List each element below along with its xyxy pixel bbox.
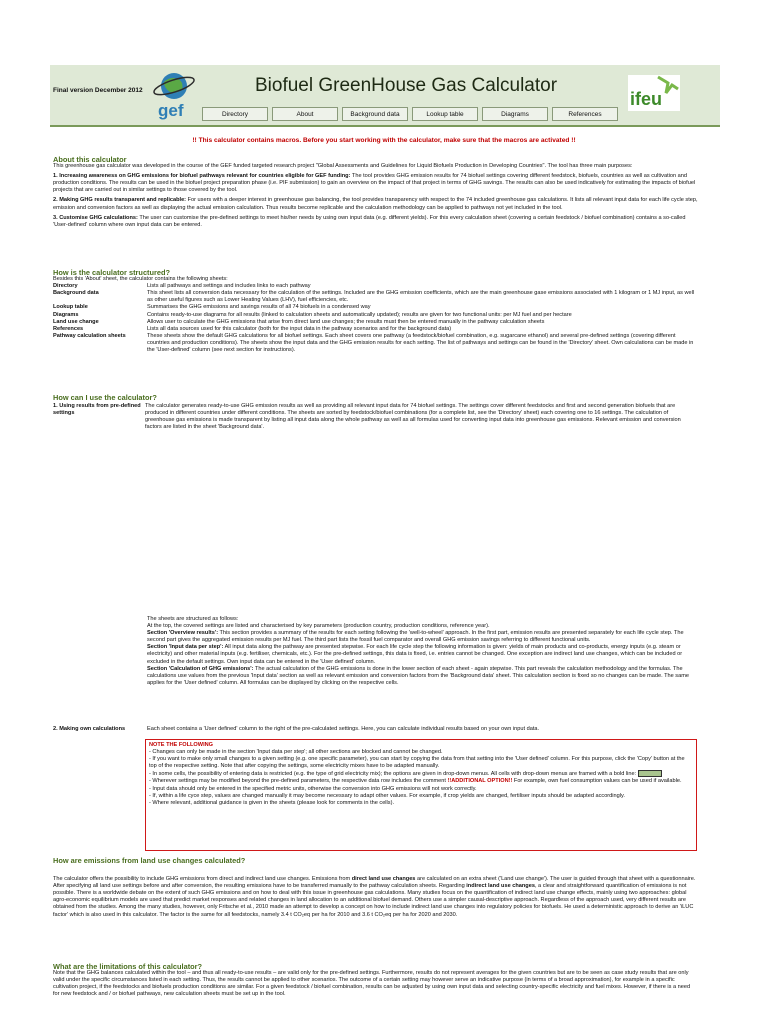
note-line: - Where relevant, additional guidance is given in the sheets (please look for comments in the cells).: [149, 799, 395, 806]
about-heading: About this calculator: [53, 155, 127, 164]
limits-heading: What are the limitations of this calculator?: [53, 962, 203, 971]
ifeu-logo-text: ifeu: [630, 89, 663, 109]
nav-references-button[interactable]: References: [552, 107, 618, 121]
structure-row: Pathway calculation sheets These sheets show the default GHG calculations for all biofuel settings. Each sheet covers one pathway (a feedstock/biofuel combination, e.g. sugarcane ethanol) and several pre-defined settings (covering different countries and production conditions). The sheets show the input data and the GHG emission results for each setting. The list of pathways and settings can be found in the 'Directory' sheet. Own calculations can be made in the 'User-defined' column (see next section for instructions).: [53, 332, 694, 354]
nav-directory-button[interactable]: Directory: [202, 107, 268, 121]
luc-section: [53, 857, 698, 919]
nav-background-data-button[interactable]: Background data: [342, 107, 408, 121]
about-purpose-2: 2. Making GHG results transparent and replicable: For users with a deeper interest in greenhouse gas balancing, the tool provides transparency with respect to the 74 included greenhouse gas calculations. It lists all relevant input data for each life cycle step, emission and conversion factors as well as displaying the actual emission calculation. Thus results become replicable and the calculation methodology can be applied to pathways not yet included in the tool.: [53, 197, 698, 211]
note-line: - If, within a life cyce step, values are changed manually it may become necessary to adapt other values. For example, if crop yields are changed, fertiliser inputs should be adapted accordingly.: [149, 792, 625, 799]
note-line: - If you want to make only small changes to a given setting (e.g. one specific parameter), you can start by copying the data from that setting into the 'User defined' column. For this purpose, click the 'Copy' button at the top of the respective setting. Note that after copying the settings, some electricity mixes have to be adapted manually.: [149, 756, 685, 770]
about-intro: This greenhouse gas calculator was developed in the course of the GEF funded targeted research project "Global Assessments and Guidelines for Liquid Biofuels Production in Developing Countries". The tool has three main purposes:: [53, 163, 633, 170]
limits-text: Note that the GHG balances calculated within the tool – and thus all ready-to-use results – are valid only for the pre-defined settings. Furthermore, results do not represent averages for the given countries but are to be seen as case study results that are only valid under the specific circumstances listed in each setting. Thus, the results cannot be applied to other scenarios. The outcome of a certain setting may however serve an indicative purpose (in terms of a broad approximation), for example in a specific cultivation project, if the feedstocks and biofuels production conditions are similar. For a given feedstock / biofuel combination, results can be adjusted by using own input data and selecting country-specific electricity and fuel mixes. However, if there is a need for new feedstock and / or biofuel pathways, new calculation sheets must be set up in the tool.: [53, 970, 691, 998]
structure-row: Background data This sheet lists all conversion data necessary for the calculation of the settings. Included are the GHG emission coefficients, which are the main greenhouse gase emissions associated with 1 kilogram or 1 MJ input, as well as other useful figures such as Lower Heating Values (LHV), fuel efficiencies, etc.: [53, 290, 695, 304]
note-line: - Wherever settings may be modified beyond the pre-defined parameters, the respective data row includes the comment !!ADDITIONAL OPTION!! For example, own fuel consumption values can be used if available.: [149, 778, 682, 785]
about-purpose-1: 1. Increasing awareness on GHG emissions for biofuel pathways relevant for countries eligible for GEF funding: The tool provides GHG emission results for 74 biofuel settings covering different feedstock, biofuels, countries as well as cultivation and production conditions. The results can be used in the biofuel project preparation phase (i.e. PIF submission) to gain an overview on the impact of that project in terms of GHG savings. The results can also be used indicatively for estimating the impacts of biofuel projects that are carried out in similar settings to those covered by the tool.: [53, 173, 696, 194]
macro-warning: !! This calculator contains macros. Before you start working with the calculator, make sure that the macros are activated !!: [192, 137, 576, 144]
sheet-structure-text: The sheets are structured as follows: At the top, the covered settings are listed and characterised by key parameters (production country, production conditions, reference year). Section 'Overview results': This section provides a summary of the results for each setting following the 'well-to-wheel' approach. In the first part, emission results are presented separately for each life cycle step. The second part gives the aggregated emission results per MJ fuel. The third part lists the fossil fuel comparator and overall GHG emission savings referring to different functional units. Section 'Input data per step': All input data along the pathway are presented stepwise. For each life cycle step the following information is given: yields of main products and co-products, energy inputs (e.g. steam or electricity) and other material inputs (e.g. fertiliser, chemicals, etc.). For the pre-defined settings, this data is fixed, i.e. entries cannot be changed. One exception are indirect land use changes, which can be included or excluded in the default settings. Own input data can be entered in the 'User defined' column. Section 'Calculation of GHG emissions': The actual calculation of the GHG emissions is done in the lower section of each sheet - again stepwise. This part reveals the calculation methodology and the formulas. The calculations use values from the previous 'Input data' section as well as relevant emission and conversion factors from the 'Background data' sheet. This calculation section is fixed so no changes can be made. The same applies for the 'User defined' column. All formulas can be displayed by clicking on the respective cells.: [147, 616, 689, 686]
nav-about-button[interactable]: About: [272, 107, 338, 121]
nav-diagrams-button[interactable]: Diagrams: [482, 107, 548, 121]
nav-lookup-table-button[interactable]: Lookup table: [412, 107, 478, 121]
note-box: [145, 739, 697, 851]
final-version-label: Final version December 2012: [53, 87, 143, 94]
structure-row: Lookup table Summarises the GHG emissions and savings results of all 74 biofuels in a condensed way: [53, 304, 371, 311]
use-text-1: The calculator generates ready-to-use GHG emission results as well as providing all relevant input data for 74 biofuel settings. The settings cover different feedstocks and first and second generation biofuels that are produced in different countries under different conditions. The sheets are sorted by feedstock/biofuel combinations (for a complete list, see the 'Directory' sheet) each covering one to 16 settings. The calculation of greenhouse gas emissions is made transparent by listing all input data along the whole pathway as well as all formulas used for converting input data into greenhouse gas emissions. Relevant emission and conversion factors are listed in the sheet 'Background data'.: [145, 403, 681, 431]
gef-logo: [150, 70, 196, 120]
header-banner: [50, 65, 720, 127]
luc-heading: How are emissions from land use changes calculated?: [53, 856, 246, 865]
gef-logo-text: gef: [158, 101, 184, 120]
use-section: [53, 394, 698, 431]
structure-row: Land use change Allows user to calculate the GHG emissions that arise from direct land use changes; the results must then be entered manually in the pathway calculation sheets: [53, 318, 545, 325]
use-label-1: 1. Using results from pre-defined settings: [53, 403, 141, 417]
ifeu-logo: [628, 75, 680, 111]
about-section: [53, 156, 698, 229]
structure-section: [53, 269, 698, 354]
dropdown-frame-sample: [638, 770, 662, 777]
page-title: Biofuel GreenHouse Gas Calculator: [255, 75, 558, 96]
about-purpose-3: 3. Customise GHG calculations: The user can customise the pre-defined settings to meet his/her needs by using own input data (e.g. different yields). For this every calculation sheet (covering a certain feedstock / biofuel combination) contains a so-called 'User-defined' column where own input data can be entered.: [53, 214, 686, 228]
use-heading: How can I use the calculator?: [53, 393, 157, 402]
use-text-2: Each sheet contains a 'User defined' column to the right of the pre-calculated settings. Here, you can calculate individual results based on your own input data.: [147, 726, 540, 732]
luc-text: The calculator offers the possibility to include GHG emissions from direct and indirect land use changes. Emissions from direct land use changes are calculated on an extra sheet ('Land use change'). The user is guided through that sheet with a questionnaire. After specifying all land use settings before and after conversion, the resulting emissions have to be transferred manually to the pathway calculation sheets. Regarding indirect land use changes, a clear and straightforward quantification of emissions is not possible. There is a worldwide debate on the extent of such GHG emissions and on how to deal with this issue in greenhouse gas calculations. Many studies focus on the quantification of indirect land use change effects, mainly using two approaches: global agro-economic equilibrium models are used that predict market responses and related changes in land allocation to an additional biofuel demand. Others use a simpler causal-descriptive approach. Regardless of the approach used, very different results are obtained from the studies. Among the many studies, however, only Fritsche et al., 2010 made an attempt to develop a concept on how to include indirect land use changes into regulatory policies for biofuels. He used a deterministic approach to derive an 'iLUC factor' which is also used in this calculator. The factor is the same for all feedstocks, namely 3.4 t CO₂eq per ha for 2010 and 3.6 t CO₂eq per ha for 2020 and 2030.: [53, 876, 696, 918]
note-line: - In some cells, the possibility of entering data is restricted (e.g. the type of grid electricity mix); the options are given in drop-down menus. All cells with drop-down menus are framed with a bold line:: [149, 770, 693, 778]
structure-row: Directory Lists all pathways and settings and includes links to each pathway: [53, 283, 311, 290]
structure-row: References Lists all data sources used for this calculator (both for the input data in the pathway scenarios and for the background data): [53, 325, 452, 332]
limits-section: [53, 963, 698, 998]
structure-heading: How is the calculator structured?: [53, 268, 171, 277]
structure-row: Diagrams Contains ready-to-use diagrams for all results (linked to calculation sheets and automatically updated); results are given for two functional units: per MJ fuel and per hectare: [53, 311, 572, 318]
note-line: - Input data should only be entered in the specified metric units, otherwise the conversion into GHG emissions will not work correctly.: [149, 785, 477, 792]
structure-intro: Besides this 'About' sheet, the calculator contains the following sheets:: [53, 276, 228, 283]
note-title: NOTE THE FOLLOWING: [149, 742, 214, 748]
note-line: - Changes can only be made in the section 'Input data per step'; all other sections are blocked and cannot be changed.: [149, 749, 443, 756]
use-label-2: 2. Making own calculations: [53, 726, 126, 732]
